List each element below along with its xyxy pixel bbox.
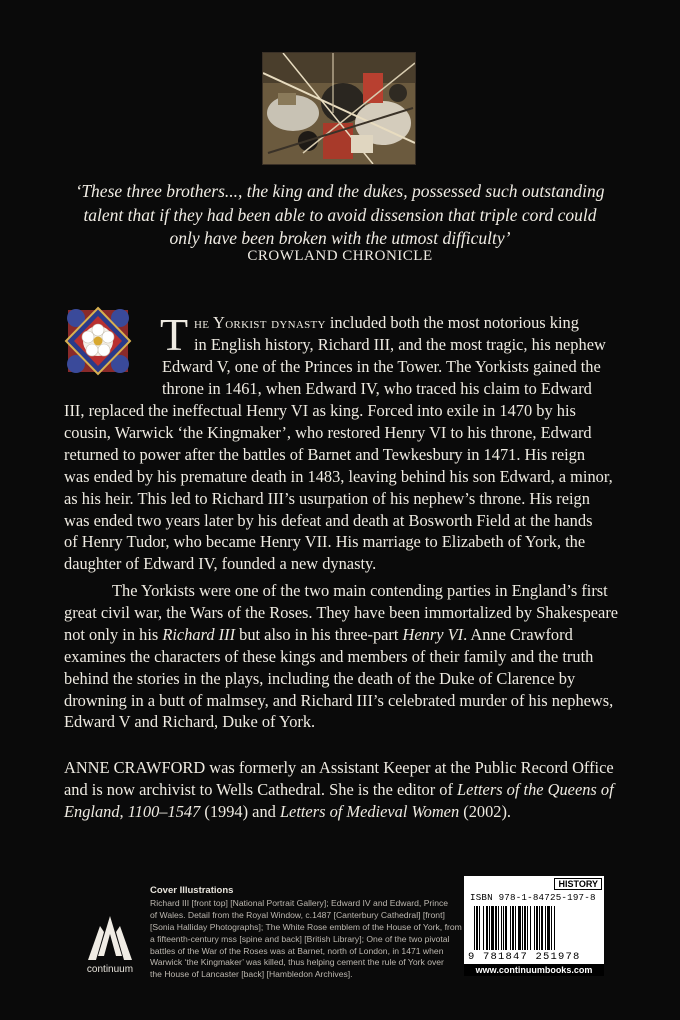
quote-source: CROWLAND CHRONICLE [247, 248, 433, 264]
credits-line: of Wales. Detail from the Royal Window, c.1487 [Canterbury Cathedral] [front] [150, 909, 445, 920]
isbn-text: ISBN 978-1-84725-197-8 [470, 892, 596, 903]
credits-line: the House of Lancaster [back] [Hambledon Archives]. [150, 969, 353, 980]
bio-text: (2002). [459, 801, 512, 821]
play-title: Richard III [162, 624, 236, 644]
credits-line: [Sonia Halliday Photographs]; The White Rose emblem of the House of York, from [150, 921, 462, 932]
para-line: The Yorkists were one of the two main contending parties in England’s first [112, 581, 608, 600]
intro-paragraph-continued [64, 400, 613, 575]
intro-line: Edward V, one of the Princes in the Tower. The Yorkists gained the [162, 356, 601, 376]
intro-line: as his heir. This led to Richard III’s usurpation of his nephew’s throne. His reign [64, 488, 590, 508]
para-line: Edward V and Richard, Duke of York. [64, 712, 316, 732]
publisher-name: continuum [86, 964, 134, 975]
epigraph-quote [70, 180, 610, 251]
credits-heading: Cover Illustrations [150, 885, 234, 896]
book-title: Letters of the Queens of [457, 779, 614, 799]
book-title: England, 1100–1547 [64, 801, 201, 821]
battle-illustration [262, 52, 416, 165]
para-line [64, 624, 610, 646]
barcode-digits: 9 781847 251978 [468, 951, 581, 963]
intro-line: was ended two years later by his defeat and death at Bosworth Field at the hands [64, 510, 593, 530]
credits-line: battles of the War of the Roses was at Barnet, north of London, in 1471 when [150, 945, 444, 956]
intro-line: returned to power after the battles of Barnet and Tewkesbury in 1471. His reign [64, 444, 586, 464]
barcode-icon [472, 906, 596, 952]
isbn-barcode-box [464, 876, 604, 976]
para-text: but also in his three-part [235, 624, 403, 644]
intro-line: daughter of Edward IV, founded a new dynasty. [64, 554, 377, 574]
publisher-logo [78, 912, 142, 988]
category-label: HISTORY [554, 878, 602, 890]
battle-scene-image [263, 53, 415, 164]
intro-smallcaps: he Yorkist dynasty [194, 313, 326, 332]
intro-line: cousin, Warwick ‘the Kingmaker’, who restored Henry VI to his throne, Edward [64, 422, 592, 442]
quote-line: ‘These three brothers..., the king and the dukes, possessed such outstanding [75, 181, 605, 201]
intro-line [162, 312, 608, 334]
intro-paragraph [160, 309, 608, 400]
author-bio [64, 757, 614, 823]
bio-text: (1994) and [200, 801, 280, 821]
credits-line: Richard III [front top] [National Portrait Gallery]; Edward IV and Edward, Prince [150, 897, 449, 908]
intro-line: III, replaced the ineffectual Henry VI as king. Forced into exile in 1470 by his [64, 401, 576, 420]
continuum-logo-icon [78, 912, 142, 964]
bio-line [64, 779, 614, 801]
play-title: Henry VI [402, 624, 464, 644]
quote-line: only have been broken with the utmost difficulty’ [169, 228, 511, 248]
para-text: . Anne Crawford [463, 624, 573, 644]
para-line: drowning in a butt of malmsey, and Richard III’s celebrated murder of his nephews, [64, 690, 614, 710]
publisher-website: www.continuumbooks.com [464, 964, 604, 976]
bio-line [64, 801, 610, 823]
bio-text: and is now archivist to Wells Cathedral. She is the editor of [64, 779, 458, 799]
para-line: behind the stories in the plays, including the death of the Duke of Clarence by [64, 668, 576, 688]
credits-line: Warwick ‘the Kingmaker’ was killed, thus helping cement the rule of York over [150, 957, 444, 968]
cover-illustrations-credits [150, 885, 462, 981]
para-line: examines the characters of these kings and members of their family and the truth [64, 646, 594, 666]
book-title: Letters of Medieval Women [279, 801, 460, 821]
description-paragraph [64, 580, 619, 733]
para-line: great civil war, the Wars of the Roses. They have been immortalized by Shakespeare [64, 602, 619, 622]
intro-line: was ended by his premature death in 1483, leaving behind his son Edward, a minor, [64, 466, 613, 486]
white-rose-emblem-icon [64, 306, 132, 376]
credits-line: a fifteenth-century mss [spine and back] [British Library]; One of the two pivotal [150, 933, 450, 944]
intro-first-line: included both the most notorious king [325, 313, 579, 332]
quote-line: talent that if they had been able to avoid dissension that triple cord could [83, 204, 597, 225]
para-text: not only in his [64, 624, 163, 644]
intro-line: throne in 1461, when Edward IV, who traced his claim to Edward [162, 378, 592, 398]
drop-cap: T [160, 309, 189, 360]
intro-line: in English history, Richard III, and the most tragic, his nephew [194, 334, 606, 354]
intro-line: of Henry Tudor, who became Henry VII. His marriage to Elizabeth of York, the [64, 532, 586, 552]
bio-line: ANNE CRAWFORD was formerly an Assistant Keeper at the Public Record Office [64, 758, 614, 777]
